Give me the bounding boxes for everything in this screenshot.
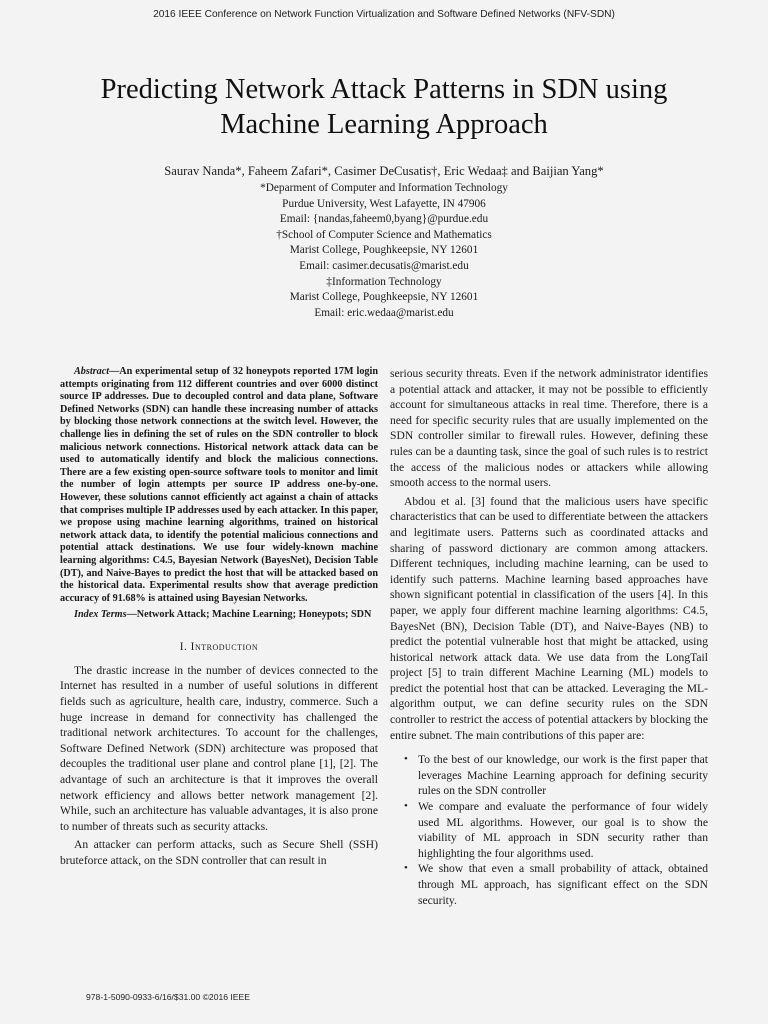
affiliation-line: Purdue University, West Lafayette, IN 47906 [282, 197, 486, 210]
affiliation-line: Marist College, Poughkeepsie, NY 12601 [289, 291, 479, 304]
bullet-icon: • [404, 753, 408, 766]
affiliation-email: Email: casimer.decusatis@marist.edu [299, 259, 469, 272]
section-heading: I. Introduction [179, 640, 259, 653]
list-item [390, 799, 708, 861]
body-paragraph: Abdou et al. [3] found that the malicious users have specific characteristics that can be used to differentiate between the attackers and legitimate users. Patterns such as coordinated attacks and sharing of password dictionary are common among attackers. Different techniques, including machine learning, can be used to identify such patterns. Machine learning based approaches have shown significant potential in classification of the users [4]. In this paper, we apply four different machine learning algorithms: C4.5, BayesNet (BN), Decision Table (DT), and Naive-Bayes (NB) to predict the potential vulnerable host that might be attacked, using historical network attack data. We use data from the LongTail project [5] to train different Machine Learning (ML) models to predict the potential host that can be attacked. Leveraging the ML-algorithm output, we can define security rules on the SDN controller to restrict the access of potential attackers by blocking the entire subnet. The main contributions of this paper are: [390, 494, 708, 742]
affiliation-email: Email: eric.wedaa@marist.edu [314, 306, 454, 319]
affiliation-line: †School of Computer Science and Mathematics [276, 228, 492, 241]
abstract [60, 366, 378, 605]
contributions-list [390, 752, 708, 908]
list-item [390, 752, 708, 799]
copyright-footer: 978-1-5090-0933-6/16/$31.00 ©2016 IEEE [86, 992, 251, 1002]
affiliation-email: Email: {nandas,faheem0,byang}@purdue.edu [279, 213, 489, 226]
conference-header: 2016 IEEE Conference on Network Function Virtualization and Software Defined Networks (NFV-SDN) [153, 9, 615, 20]
title-line: Machine Learning Approach [220, 109, 548, 140]
index-terms [60, 609, 378, 622]
index-terms-text: —Network Attack; Machine Learning; Honeypots; SDN [126, 609, 372, 621]
abstract-label: Abstract [74, 366, 110, 377]
list-item [390, 861, 708, 908]
bullet-icon: • [404, 800, 408, 813]
body-paragraph: An attacker can perform attacks, such as Secure Shell (SSH) bruteforce attack, on the SDN controller that can result in [60, 838, 378, 867]
paper-title [40, 72, 728, 142]
abstract-text: —An experimental setup of 32 honeypots reported 17M login attempts originating from 112 different countries and over 6000 distinct source IP addresses. Due to decoupled control and data plane, Software Defined Networks (SDN) can handle these increasing number of attacks by blocking those network connections at the switch level. However, the challenge lies in defining the set of rules on the SDN controller to block malicious network connections. Historical network attack data can be used to automatically identify and block the malicious connections. There are a few existing open-source software tools to monitor and limit the number of login attempts per source IP address one-by-one. However, these solutions cannot efficiently act against a chain of attacks that comprises multiple IP addresses used by each attacker. In this paper, we propose using machine learning algorithms, trained on historical network attack data, to identify the potential malicious connections and potential attack destinations. We use four widely-known machine learning algorithms: C4.5, Bayesian Network (BayesNet), Decision Table (DT), and Naive-Bayes to predict the host that will be attacked based on the historical data. Experimental results show that average prediction accuracy of 91.68% is attained using Bayesian Networks. [60, 366, 378, 604]
left-column [60, 366, 378, 872]
affiliation-line: Marist College, Poughkeepsie, NY 12601 [289, 244, 479, 257]
body-paragraph: serious security threats. Even if the network administrator identifies a potential attack and attacker, it may not be possible to efficiently account for simultaneous attacks in real time. Therefore, there is a need for specific security rules that are usually implemented on the SDN controller similar to firewall rules. However, defining these rules can be a daunting task, since the goal of such rules is to restrict the access of the malicious nodes or attackers while allowing smooth access to the normal users. [390, 367, 708, 490]
list-item-text: To the best of our knowledge, our work is the first paper that leverages Machine Learning approach for defining security rules on the SDN controller [418, 753, 708, 798]
index-terms-label: Index Terms [74, 609, 127, 621]
author-list: Saurav Nanda*, Faheem Zafari*, Casimer DeCusatis†, Eric Wedaa‡ and Baijian Yang* [164, 164, 604, 178]
body-paragraph: The drastic increase in the number of devices connected to the Internet has resulted in a number of useful solutions in different fields such as agriculture, health care, industry, commerce. Such a huge increase in demand for connectivity has challenged the traditional network architectures. To account for the challenges, Software Defined Network (SDN) architecture was proposed that decouples the traditional user plane and control plane [1], [2]. The advantage of such an architecture is that it improves the overall network efficiency and allows better network management [2]. While, such an architecture has valuable advantages, it is also prone to number of threats such as security attacks. [60, 663, 378, 833]
bullet-icon: • [404, 862, 408, 875]
affiliations [40, 181, 728, 321]
list-item-text: We show that even a small probability of attack, obtained through ML approach, has significant effect on the SDN security. [418, 862, 708, 907]
title-line: Predicting Network Attack Patterns in SDN using [100, 74, 668, 105]
affiliation-line: *Deparment of Computer and Information Technology [260, 182, 508, 194]
list-item-text: We compare and evaluate the performance of four widely used ML algorithms. However, our goal is to show the viability of ML approach in SDN security rather than highlighting the four algorithms used. [418, 800, 708, 860]
right-column [390, 366, 708, 908]
affiliation-line: ‡Information Technology [326, 275, 442, 288]
